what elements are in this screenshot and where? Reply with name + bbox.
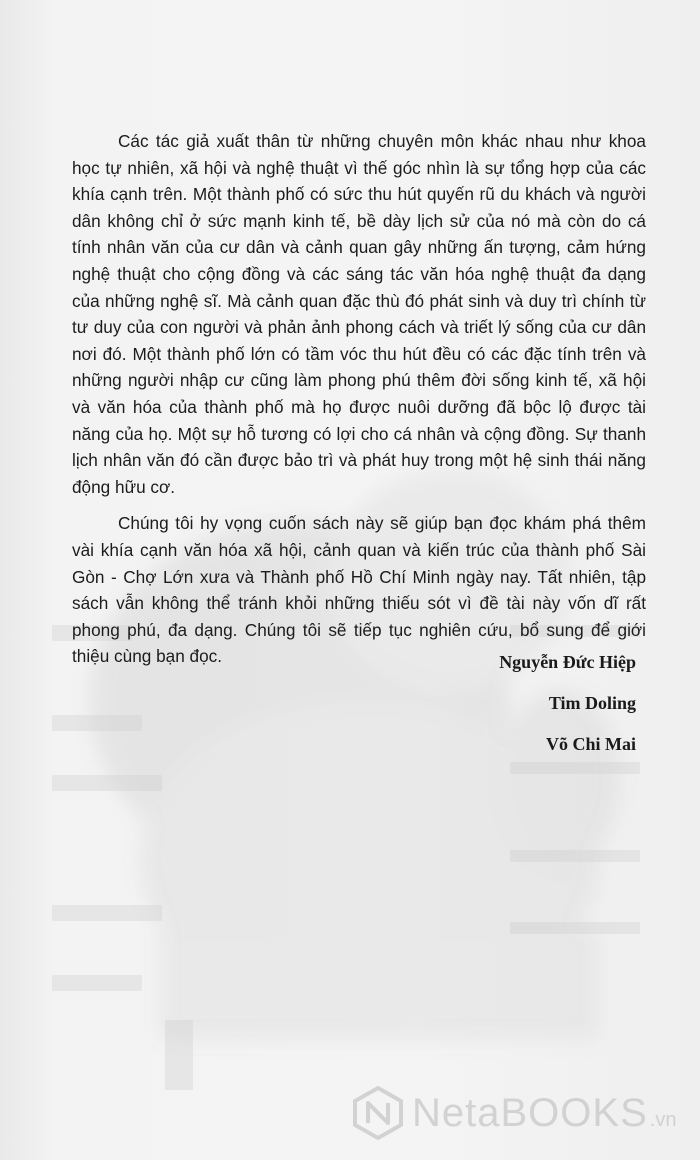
author-signatures [444, 648, 644, 771]
body-text [72, 128, 646, 670]
author-name-2: Tim Doling [548, 693, 636, 713]
netabooks-watermark [350, 1083, 690, 1143]
watermark-brand: NetaBOOKS [412, 1090, 648, 1135]
paragraph-1: Các tác giả xuất thân từ những chuyên môn khác nhau như khoa học tự nhiên, xã hội và nghệ thuật vì thế góc nhìn là sự tổng hợp của các khía cạnh trên. Một thành phố có sức thu hút quyến rũ du khách và người dân không chỉ ở sức mạnh kinh tế, bề dày lịch sử của nó mà còn do cá tính nhân văn của cư dân và cảnh quan gây những ấn tượng, cảm hứng nghệ thuật cho cộng đồng và các sáng tác văn hóa nghệ thuật đa dạng của những nghệ sĩ. Mà cảnh quan đặc thù đó phát sinh và duy trì chính từ tư duy của con người và phản ảnh phong cách và triết lý sống của cư dân nơi đó. Một thành phố lớn có tầm vóc thu hút đều có các đặc tính trên và những người nhập cư cũng làm phong phú thêm đời sống kinh tế, xã hội và văn hóa của thành phố mà họ được nuôi dưỡng đã bộc lộ được tài năng của họ. Một sự hỗ tương có lợi cho cá nhân và cộng đồng. Sự thanh lịch nhân văn đó cần được bảo trì và phát huy trong một hệ sinh thái năng động hữu cơ. [72, 131, 646, 497]
author-name-3: Võ Chi Mai [546, 734, 636, 754]
watermark-suffix: .vn [649, 1108, 677, 1131]
author-name-1: Nguyễn Đức Hiệp [499, 652, 636, 672]
paragraph-2: Chúng tôi hy vọng cuốn sách này sẽ giúp bạn đọc khám phá thêm vài khía cạnh văn hóa xã hội, cảnh quan và kiến trúc của thành phố Sài Gòn - Chợ Lớn xưa và Thành phố Hồ Chí Minh ngày nay. Tất nhiên, tập sách vẫn không thể tránh khỏi những thiếu sót vì đề tài này vốn dĩ rất phong phú, đa dạng. Chúng tôi sẽ tiếp tục nghiên cứu, bổ sung để giới thiệu cùng bạn đọc. [72, 513, 646, 667]
netabooks-logo-icon [350, 1085, 406, 1141]
